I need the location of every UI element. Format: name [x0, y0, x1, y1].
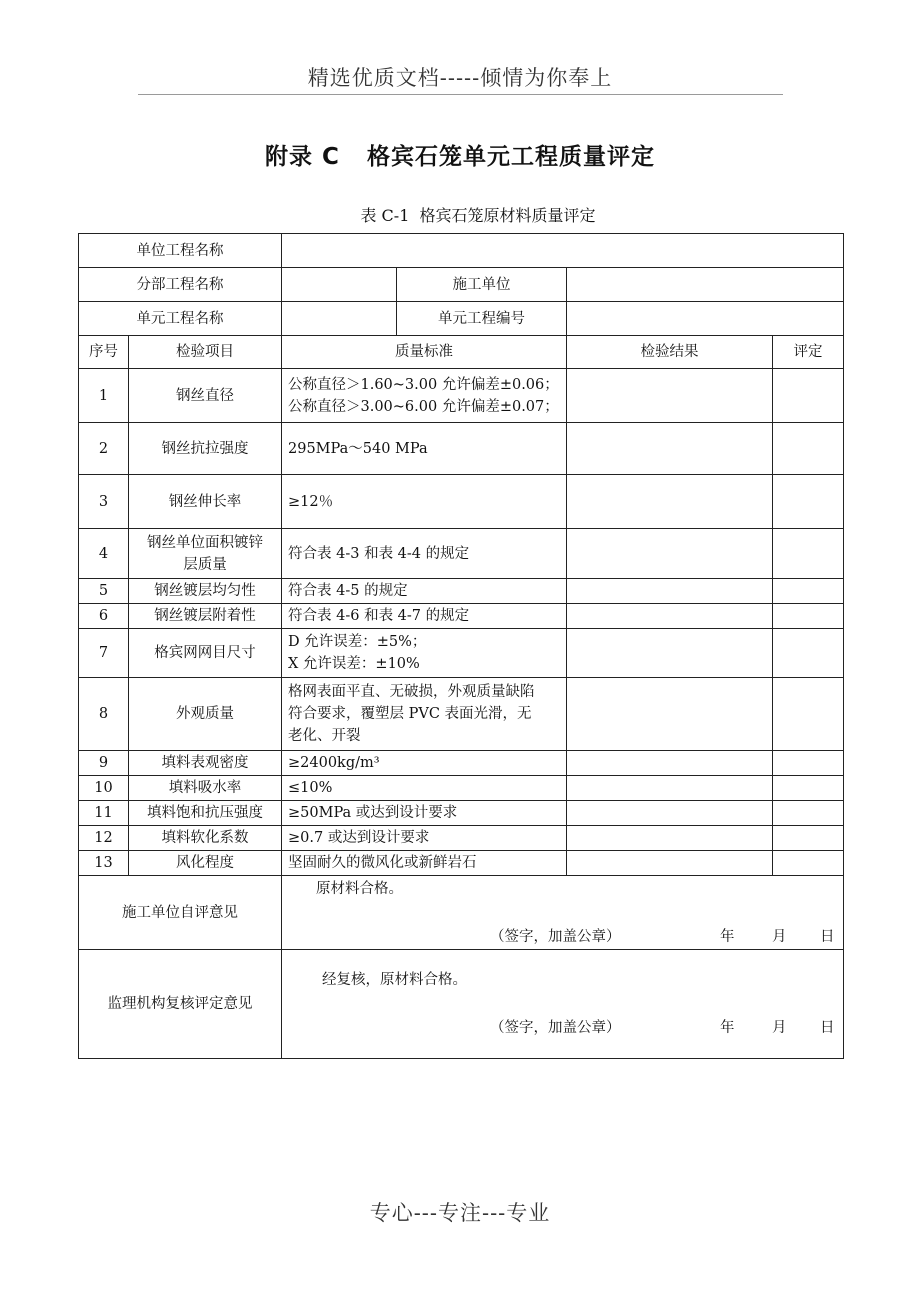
row-item: 填料软化系数 [129, 826, 282, 851]
row-standard-line: 公称直径＞1.60~3.00 允许偏差±0.06； [288, 376, 559, 393]
row-standard-line: ≤10% [288, 780, 333, 796]
unit-project-label: 单位工程名称 [79, 234, 282, 268]
contractor-opinion-month-label: 月 [772, 929, 787, 945]
row-result[interactable] [567, 604, 773, 629]
contractor-opinion-content [282, 876, 844, 950]
element-project-value[interactable] [282, 302, 397, 336]
table-row [79, 776, 844, 801]
row-standard-line: 坚固耐久的微风化或新鲜岩石 [288, 855, 477, 871]
row-standard [282, 776, 567, 801]
row-item: 外观质量 [129, 678, 282, 751]
row-result[interactable] [567, 826, 773, 851]
row-item [129, 529, 282, 579]
row-result[interactable] [567, 751, 773, 776]
table-row [79, 475, 844, 529]
row-standard [282, 678, 567, 751]
contractor-opinion-day-label: 日 [820, 929, 835, 945]
row-no: 3 [79, 475, 129, 529]
row-item: 钢丝直径 [129, 369, 282, 423]
row-grade[interactable] [773, 369, 844, 423]
col-header-result: 检验结果 [567, 336, 773, 369]
row-item: 钢丝镀层附着性 [129, 604, 282, 629]
supervisor-opinion-day-label: 日 [820, 1020, 835, 1036]
row-standard-line: 格网表面平直、无破损，外观质量缺陷 [288, 684, 535, 700]
row-standard-line: 老化、开裂 [288, 728, 361, 744]
row-item: 填料表观密度 [129, 751, 282, 776]
col-header-grade: 评定 [773, 336, 844, 369]
row-grade[interactable] [773, 475, 844, 529]
row-no: 1 [79, 369, 129, 423]
column-header-row [79, 336, 844, 369]
sub-project-label: 分部工程名称 [79, 268, 282, 302]
row-no: 6 [79, 604, 129, 629]
page-footer: 专心---专注---专业 [369, 1201, 551, 1225]
row-standard-line: ≥12％ [288, 493, 334, 510]
table-row [79, 529, 844, 579]
table-body [79, 234, 844, 1059]
supervisor-opinion-signature-note: （签字，加盖公章） [490, 1020, 621, 1036]
table-row [79, 801, 844, 826]
supervisor-opinion-content [282, 950, 844, 1059]
page-header: 精选优质文档-----倾情为你奉上 [307, 66, 613, 90]
info-row-element-project [79, 302, 844, 336]
supervisor-opinion-text: 经复核，原材料合格。 [322, 972, 467, 988]
contractor-opinion-row [79, 876, 844, 950]
row-standard-line: X 允许误差：±10% [288, 656, 420, 672]
row-no: 4 [79, 529, 129, 579]
unit-project-value[interactable] [282, 234, 844, 268]
table-row [79, 629, 844, 678]
row-no: 13 [79, 851, 129, 876]
row-item: 填料饱和抗压强度 [129, 801, 282, 826]
contractor-value[interactable] [567, 268, 844, 302]
row-standard [282, 529, 567, 579]
row-no: 8 [79, 678, 129, 751]
row-item: 填料吸水率 [129, 776, 282, 801]
contractor-opinion-year-label: 年 [720, 929, 735, 945]
header-divider [138, 94, 783, 95]
supervisor-opinion-year-label: 年 [720, 1020, 735, 1036]
row-grade[interactable] [773, 629, 844, 678]
row-item: 钢丝镀层均匀性 [129, 579, 282, 604]
row-result[interactable] [567, 629, 773, 678]
table-row [79, 678, 844, 751]
supervisor-opinion-month-label: 月 [772, 1020, 787, 1036]
row-result[interactable] [567, 369, 773, 423]
row-grade[interactable] [773, 604, 844, 629]
row-standard [282, 629, 567, 678]
element-project-label: 单元工程名称 [79, 302, 282, 336]
row-result[interactable] [567, 423, 773, 475]
row-no: 11 [79, 801, 129, 826]
contractor-opinion-signature-note: （签字，加盖公章） [490, 929, 621, 945]
sub-project-value[interactable] [282, 268, 397, 302]
supervisor-opinion-row [79, 950, 844, 1059]
col-header-item: 检验项目 [129, 336, 282, 369]
row-item-line: 钢丝单位面积镀锌 [147, 534, 263, 551]
info-row-sub-project [79, 268, 844, 302]
row-no: 7 [79, 629, 129, 678]
row-standard [282, 751, 567, 776]
row-grade[interactable] [773, 751, 844, 776]
row-standard-line: 295MPa～540 MPa [288, 440, 428, 457]
row-grade[interactable] [773, 678, 844, 751]
row-no: 2 [79, 423, 129, 475]
row-no: 5 [79, 579, 129, 604]
row-item: 风化程度 [129, 851, 282, 876]
row-standard-line: 符合表 4-5 的规定 [288, 583, 408, 599]
row-standard [282, 801, 567, 826]
table-row [79, 423, 844, 475]
row-standard-line: ≥0.7 或达到设计要求 [288, 830, 430, 846]
row-result[interactable] [567, 678, 773, 751]
row-grade[interactable] [773, 851, 844, 876]
row-result[interactable] [567, 475, 773, 529]
document-title: 附录 C 格宾石笼单元工程质量评定 [265, 144, 655, 170]
element-no-label: 单元工程编号 [397, 302, 567, 336]
info-row-unit-project [79, 234, 844, 268]
row-result[interactable] [567, 529, 773, 579]
supervisor-opinion-label: 监理机构复核评定意见 [79, 950, 282, 1059]
table-row [79, 851, 844, 876]
row-no: 12 [79, 826, 129, 851]
col-header-no: 序号 [79, 336, 129, 369]
row-standard [282, 423, 567, 475]
row-standard [282, 579, 567, 604]
table-row [79, 826, 844, 851]
row-standard-line: ≥50MPa 或达到设计要求 [288, 805, 458, 821]
row-standard-line: 符合表 4-6 和表 4-7 的规定 [288, 608, 470, 624]
row-standard [282, 826, 567, 851]
table-row [79, 751, 844, 776]
element-no-value[interactable] [567, 302, 844, 336]
row-item: 钢丝伸长率 [129, 475, 282, 529]
contractor-label: 施工单位 [397, 268, 567, 302]
row-standard-line: D 允许误差：±5%； [288, 634, 427, 650]
contractor-opinion-text: 原材料合格。 [316, 881, 403, 897]
row-grade[interactable] [773, 801, 844, 826]
quality-evaluation-table [78, 233, 844, 1059]
row-result[interactable] [567, 851, 773, 876]
row-standard [282, 604, 567, 629]
row-standard [282, 369, 567, 423]
row-item-line: 层质量 [183, 556, 227, 573]
row-standard [282, 851, 567, 876]
row-grade[interactable] [773, 579, 844, 604]
col-header-standard: 质量标准 [282, 336, 567, 369]
row-result[interactable] [567, 801, 773, 826]
table-row [79, 369, 844, 423]
row-standard-line: 符合要求，覆塑层 PVC 表面光滑，无 [288, 706, 532, 722]
row-grade[interactable] [773, 529, 844, 579]
row-no: 10 [79, 776, 129, 801]
row-grade[interactable] [773, 826, 844, 851]
row-standard-line: ≥2400kg/m³ [288, 755, 380, 771]
row-no: 9 [79, 751, 129, 776]
row-standard-line: 公称直径＞3.00~6.00 允许偏差±0.07； [288, 398, 559, 415]
table-row [79, 579, 844, 604]
row-item: 格宾网网目尺寸 [129, 629, 282, 678]
row-standard-line: 符合表 4-3 和表 4-4 的规定 [288, 545, 470, 562]
row-item: 钢丝抗拉强度 [129, 423, 282, 475]
table-caption: 表 C-1 格宾石笼原材料质量评定 [360, 206, 596, 225]
contractor-opinion-label: 施工单位自评意见 [79, 876, 282, 950]
row-grade[interactable] [773, 776, 844, 801]
row-grade[interactable] [773, 423, 844, 475]
row-result[interactable] [567, 776, 773, 801]
table-row [79, 604, 844, 629]
row-standard [282, 475, 567, 529]
row-result[interactable] [567, 579, 773, 604]
